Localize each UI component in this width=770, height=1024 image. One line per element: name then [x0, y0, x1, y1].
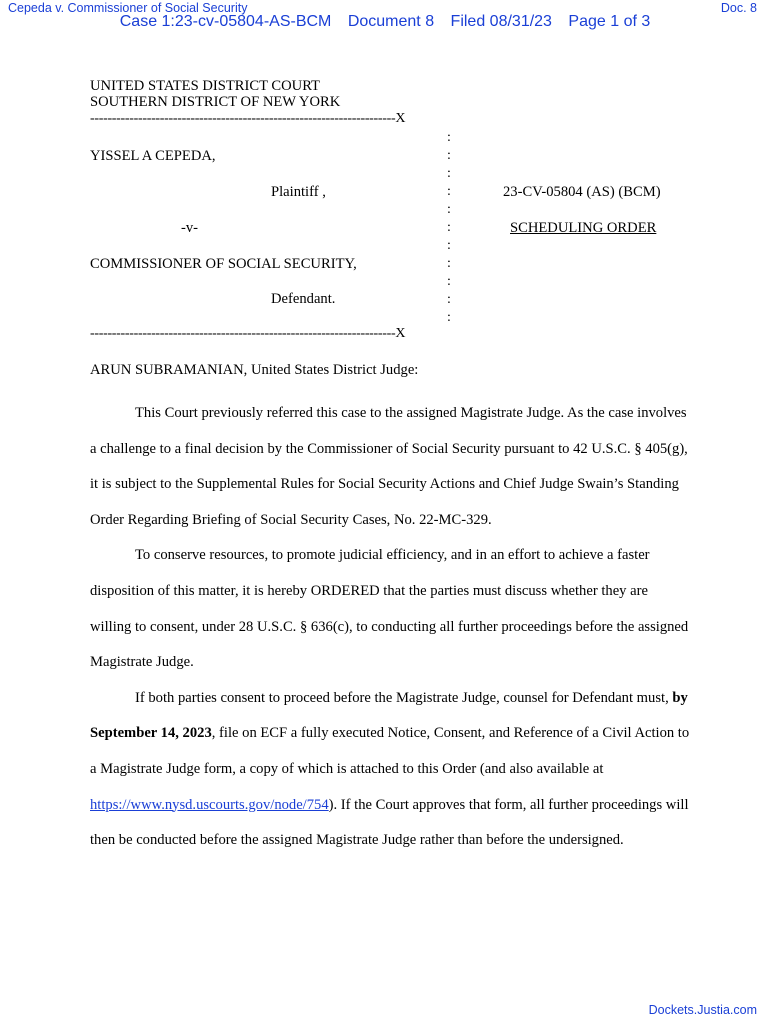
- paragraph-text: ). If the Court approves that form, all further proceedings will then be conducted before the assigned Magistrate Judge rather than before the undersigned.: [90, 796, 689, 849]
- filed-date-stamp: Filed 08/31/23: [450, 13, 552, 30]
- case-title-stamp: Cepeda v. Commissioner of Social Security: [8, 1, 248, 15]
- paragraph-consent-discussion: To conserve resources, to promote judicial efficiency, and in an effort to achieve a faster disposition of this matter, it is hereby ORDERED that the parties must discuss whether they are willing to consent, under 28 U.S.C. § 636(c), to conducting all further proceedings before the assigned Magistrate Judge.: [90, 547, 689, 671]
- court-name: UNITED STATES DISTRICT COURT: [90, 78, 320, 94]
- court-district: SOUTHERN DISTRICT OF NEW YORK: [90, 94, 341, 110]
- plaintiff-name: YISSEL A CEPEDA,: [90, 148, 216, 164]
- caption-rule-bottom: ----------------------------------------------------------------------X: [90, 326, 406, 341]
- defendant-name: COMMISSIONER OF SOCIAL SECURITY,: [90, 256, 357, 272]
- caption-colon: :: [447, 274, 451, 289]
- order-title: SCHEDULING ORDER: [510, 220, 657, 236]
- plaintiff-role: Plaintiff ,: [271, 184, 326, 200]
- paragraph-text: If both parties consent to proceed before the Magistrate Judge, counsel for Defendant must,: [135, 689, 673, 706]
- versus-label: -v-: [181, 220, 199, 236]
- filing-header: [0, 13, 770, 31]
- case-number-stamp: Case 1:23-cv-05804-AS-BCM: [119, 13, 332, 30]
- caption-colon: :: [447, 256, 451, 271]
- caption-colon: :: [447, 148, 451, 163]
- docket-number: 23-CV-05804 (AS) (BCM): [503, 184, 661, 200]
- paragraph-consent-filing: [90, 681, 690, 859]
- caption-colon: :: [447, 202, 451, 217]
- justia-footer-link[interactable]: Dockets.Justia.com: [648, 1003, 757, 1017]
- order-body: [90, 396, 690, 859]
- caption-rule-top: ----------------------------------------------------------------------X: [90, 111, 406, 126]
- caption-colon: :: [447, 310, 451, 325]
- defendant-role: Defendant.: [271, 291, 336, 307]
- caption-colon: :: [447, 130, 451, 145]
- caption-colon: :: [447, 166, 451, 181]
- deadline-date: by September 14, 2023: [90, 689, 688, 742]
- consent-form-link[interactable]: https://www.nysd.uscourts.gov/node/754: [90, 796, 329, 813]
- document-stamp: Document 8: [347, 13, 435, 30]
- paragraph-text: , file on ECF a fully executed Notice, Consent, and Reference of a Civil Action to a Magistrate Judge form, a copy of which is attached to this Order (and also available at: [90, 725, 690, 777]
- caption-colon: :: [447, 238, 451, 253]
- judge-line: ARUN SUBRAMANIAN, United States District Judge:: [90, 362, 419, 378]
- caption-colon: :: [447, 184, 451, 199]
- caption-colon: :: [447, 292, 451, 307]
- doc-number-stamp: Doc. 8: [720, 1, 757, 15]
- page-number-stamp: Page 1 of 3: [568, 13, 651, 30]
- caption-colon: :: [447, 220, 451, 235]
- paragraph-referral: This Court previously referred this case to the assigned Magistrate Judge. As the case involves a challenge to a final decision by the Commissioner of Social Security pursuant to 42 U.S.C. § 405(g), it is subject to the Supplemental Rules for Social Security Actions and Chief Judge Swain’s Standing Order Regarding Briefing of Social Security Cases, No. 22-MC-329.: [90, 405, 688, 528]
